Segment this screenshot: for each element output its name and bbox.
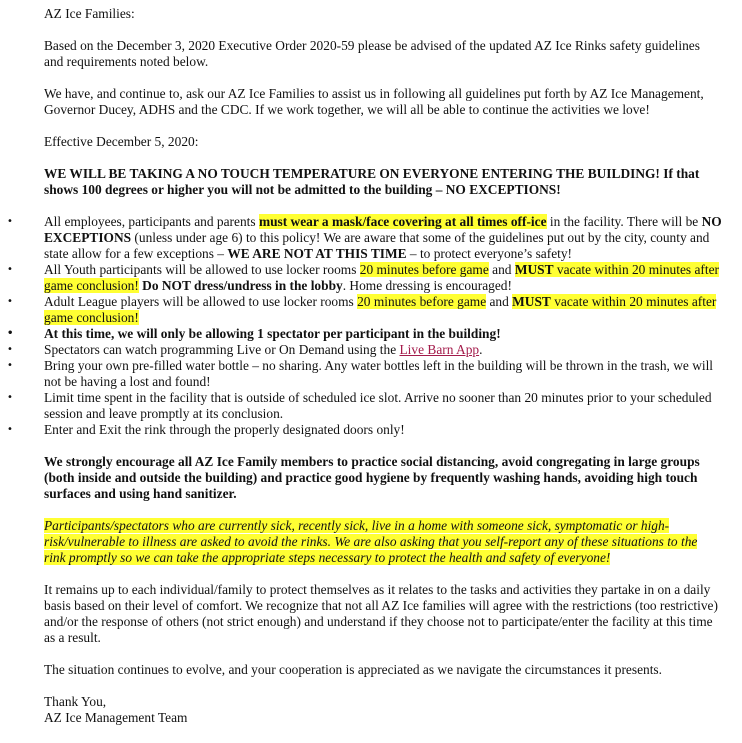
- list-item-spectator: • At this time, we will only be allowing 1 spectator per participant in the building!: [44, 326, 722, 342]
- adult-and: and: [486, 294, 513, 309]
- signature: AZ Ice Management Team: [44, 710, 188, 725]
- sick-notice-text: Participants/spectators who are currently sick, recently sick, live in a home with someone sick, symptomatic or high-risk/vulnerable to illness are asked to avoid the rinks. We are also asking that you self-report any of these situations to the rink promptly so we can take the appropriate steps necessary to protect the health and safety of everyone!: [44, 518, 698, 565]
- mask-post: – to protect everyone’s safety!: [406, 246, 573, 261]
- list-item-doors: • Enter and Exit the rink through the properly designated doors only!: [44, 422, 722, 438]
- mask-mid: in the facility. There will be: [546, 214, 702, 229]
- youth-post: . Home dressing is encouraged!: [342, 278, 512, 293]
- intro-paragraph: Based on the December 3, 2020 Executive Order 2020-59 please be advised of the updated AZ Ice Rinks safety guidelines and requirements noted below.: [44, 38, 700, 69]
- distancing-paragraph: We strongly encourage all AZ Ice Family members to practice social distancing, avoid congregating in large groups (both inside and outside the building) and practice good hygiene by frequently washing hands, avoiding high touch surfaces and using hand sanitizer.: [44, 454, 700, 501]
- list-item-adult: [44, 294, 722, 326]
- evolve-paragraph: The situation continues to evolve, and your cooperation is appreciated as we navigate the circumstances it presents.: [44, 662, 662, 677]
- effective-date: Effective December 5, 2020:: [44, 134, 199, 149]
- list-item-water: • Bring your own pre-filled water bottle – no sharing. Any water bottles left in the building will be thrown in the trash, we will not be having a lost and found!: [44, 358, 722, 390]
- closing: Thank You,: [44, 694, 107, 709]
- sick-notice-paragraph: [44, 518, 722, 566]
- temperature-notice: WE WILL BE TAKING A NO TOUCH TEMPERATURE ON EVERYONE ENTERING THE BUILDING! If that shows 100 degrees or higher you will not be admitted to the building – NO EXCEPTIONS!: [44, 166, 700, 197]
- youth-must: MUST: [514, 262, 554, 277]
- youth-vacate: vacate within 20 minutes after game conclusion!: [44, 262, 719, 293]
- youth-pre: All Youth participants will be allowed to use locker rooms: [44, 262, 360, 277]
- youth-and: and: [488, 262, 515, 277]
- ask-paragraph: We have, and continue to, ask our AZ Ice Families to assist us in following all guidelines put forth by AZ Ice Management, Governor Ducey, ADHS and the CDC. If we work together, we will all be able to continue the activities we love!: [44, 86, 704, 117]
- mask-mid2: (unless under age 6) to this policy! We are aware that some of the guidelines put out by the city, county and state allow for a few exceptions –: [44, 230, 710, 261]
- responsibility-paragraph: It remains up to each individual/family to protect themselves as it relates to the tasks and activities they partake in on a daily basis based on their level of comfort. We recognize that not all AZ Ice families will agree with the restrictions (too restrictive) and/or the response of others (not strict enough) and understand if they choose not to participate/enter the facility at this time as a result.: [44, 582, 718, 645]
- mask-highlight: must wear a mask/face covering at all times off-ice: [258, 214, 547, 229]
- salutation: AZ Ice Families:: [44, 6, 135, 21]
- mask-not-at-this-time: WE ARE NOT AT THIS TIME: [227, 246, 407, 261]
- mask-pre: All employees, participants and parents: [44, 214, 259, 229]
- list-item-livebarn: [44, 342, 722, 358]
- adult-vacate: vacate within 20 minutes after game conclusion!: [44, 294, 717, 325]
- guidelines-list: [44, 214, 722, 438]
- adult-before-game: 20 minutes before game: [357, 294, 487, 309]
- livebarn-post: .: [479, 342, 483, 357]
- live-barn-link[interactable]: Live Barn App: [399, 342, 480, 357]
- adult-pre: Adult League players will be allowed to use locker rooms: [44, 294, 358, 309]
- list-item-time: • Limit time spent in the facility that is outside of scheduled ice slot. Arrive no sooner than 20 minutes prior to your scheduled session and leave promptly at its conclusion.: [44, 390, 722, 422]
- mask-no-exceptions: NO EXCEPTIONS: [44, 214, 722, 245]
- list-item-mask: [44, 214, 722, 262]
- youth-before-game: 20 minutes before game: [359, 262, 489, 277]
- livebarn-pre: Spectators can watch programming Live or On Demand using the: [44, 342, 400, 357]
- adult-must: MUST: [512, 294, 551, 309]
- list-item-youth: [44, 262, 722, 294]
- youth-lobby: Do NOT dress/undress in the lobby: [138, 278, 343, 293]
